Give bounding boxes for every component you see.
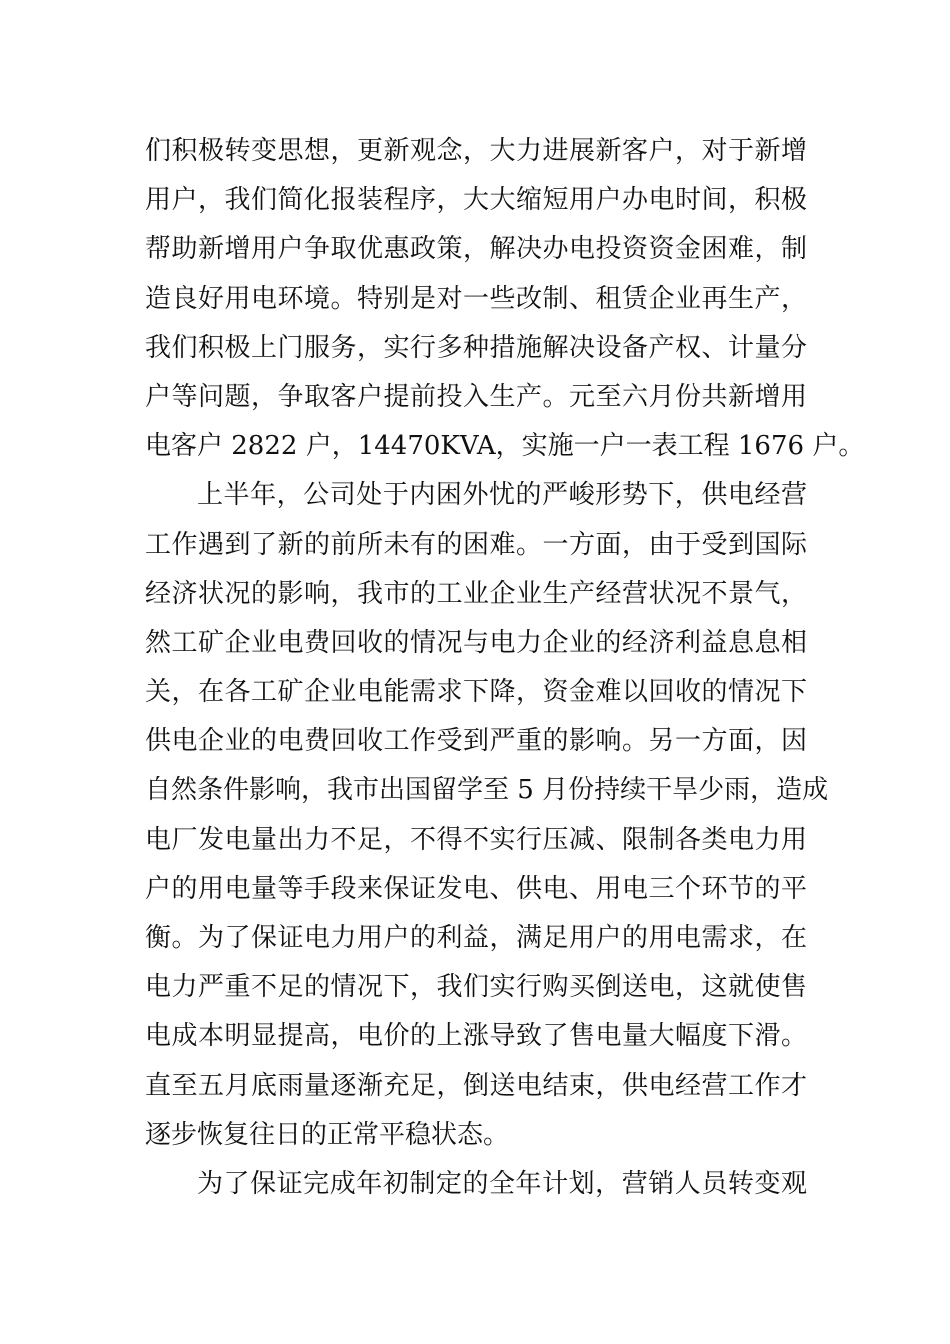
paragraph-line: 电力严重不足的情况下，我们实行购买倒送电，这就使售 — [145, 972, 807, 1003]
paragraph-line: 电厂发电量出力不足，不得不实行压减、限制各类电力用 — [145, 824, 807, 855]
paragraph-line: 然工矿企业电费回收的情况与电力企业的经济利益息息相 — [145, 627, 807, 658]
paragraph-line: 户等问题，争取客户提前投入生产。元至六月份共新增用 — [145, 381, 807, 412]
paragraph-line: 上半年，公司处于内困外忧的严峻形势下，供电经营 — [197, 480, 807, 511]
paragraph-line: 我们积极上门服务，实行多种措施解决设备产权、计量分 — [145, 332, 807, 363]
paragraph-line: 用户，我们简化报装程序，大大缩短用户办电时间，积极 — [145, 185, 807, 216]
paragraph-line: 经济状况的影响，我市的工业企业生产经营状况不景气， — [145, 578, 807, 609]
paragraph-line: 供电企业的电费回收工作受到严重的影响。另一方面，因 — [145, 726, 807, 757]
paragraph-line: 电成本明显提高，电价的上涨导致了售电量大幅度下滑。 — [145, 1021, 807, 1052]
paragraph-line: 直至五月底雨量逐渐充足，倒送电结束，供电经营工作才 — [145, 1070, 807, 1101]
paragraph-line: 户的用电量等手段来保证发电、供电、用电三个环节的平 — [145, 873, 807, 904]
paragraph-line: 电客户 2822 户，14470KVA，实施一户一表工程 1676 户。 — [145, 431, 865, 462]
paragraph-line: 为了保证完成年初制定的全年计划，营销人员转变观 — [197, 1168, 807, 1199]
paragraph-line: 造良好用电环境。特别是对一些改制、租赁企业再生产， — [145, 283, 807, 314]
paragraph-line: 逐步恢复往日的正常平稳状态。 — [145, 1119, 510, 1150]
paragraph-line: 工作遇到了新的前所未有的困难。一方面，由于受到国际 — [145, 529, 807, 560]
document-body-text — [145, 127, 865, 1209]
paragraph-line: 衡。为了保证电力用户的利益，满足用户的用电需求，在 — [145, 923, 807, 953]
paragraph-line: 关，在各工矿企业电能需求下降，资金难以回收的情况下 — [145, 677, 807, 708]
paragraph-line: 自然条件影响，我市出国留学至 5 月份持续干旱少雨，造成 — [145, 775, 829, 806]
paragraph-line: 帮助新增用户争取优惠政策，解决办电投资资金困难，制 — [145, 234, 807, 265]
paragraph-line: 们积极转变思想，更新观念，大力进展新客户，对于新增 — [145, 136, 807, 166]
